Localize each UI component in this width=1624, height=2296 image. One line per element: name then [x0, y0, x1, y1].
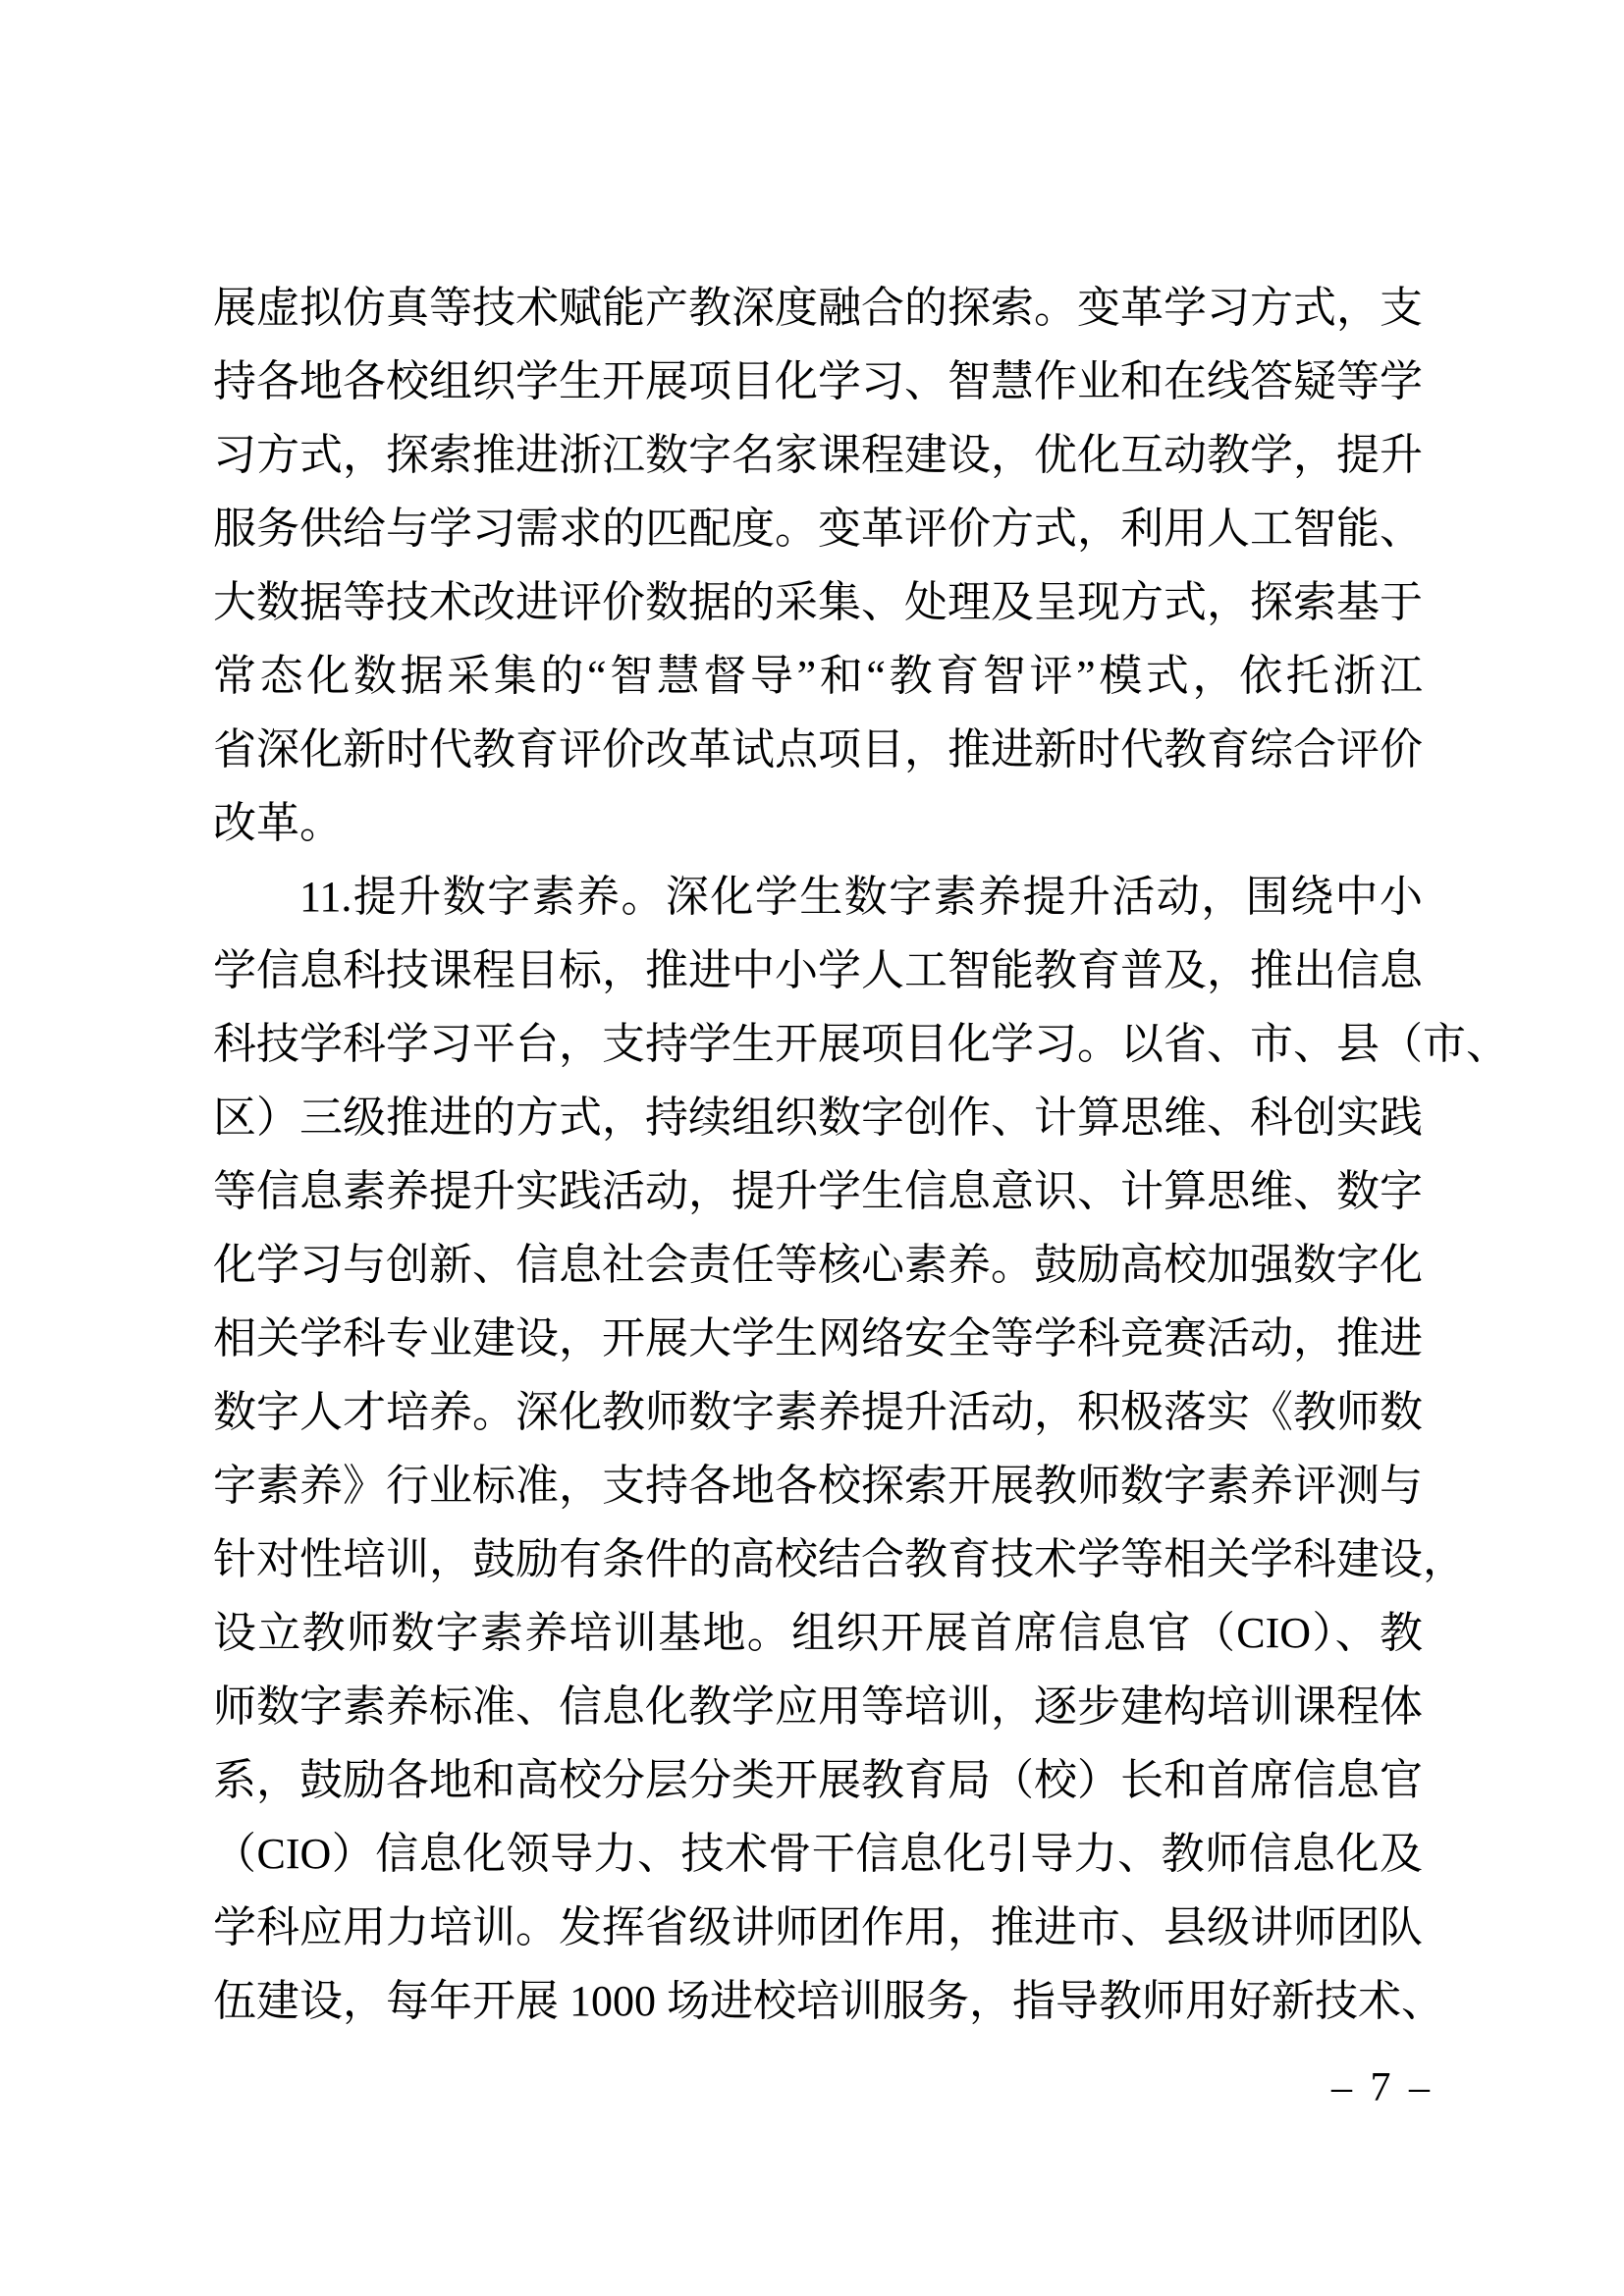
text-line: 11.提升数字素养。深化学生数字素养提升活动，围绕中小 [299, 873, 1423, 921]
text-line: 师数字素养标准、信息化教学应用等培训，逐步建构培训课程体 [213, 1682, 1423, 1731]
text-line: 区）三级推进的方式，持续组织数字创作、计算思维、科创实践 [213, 1094, 1423, 1142]
text-line: 相关学科专业建设，开展大学生网络安全等学科竞赛活动，推进 [213, 1314, 1423, 1362]
text-line: 改革。 [213, 799, 343, 847]
text-line: 大数据等技术改进评价数据的采集、处理及呈现方式，探索基于 [213, 578, 1423, 626]
text-line: 字素养》行业标准，支持各地各校探索开展教师数字素养评测与 [213, 1462, 1423, 1510]
text-line: 持各地各校组织学生开展项目化学习、智慧作业和在线答疑等学 [213, 357, 1423, 405]
text-line: 常态化数据采集的“智慧督导”和“教育智评”模式，依托浙江 [213, 652, 1423, 700]
text-line: 学科应用力培训。发挥省级讲师团作用，推进市、县级讲师团队 [213, 1903, 1423, 1951]
text-line: 针对性培训，鼓励有条件的高校结合教育技术学等相关学科建设， [213, 1535, 1466, 1583]
text-line: （CIO）信息化领导力、技术骨干信息化引导力、教师信息化及 [213, 1830, 1423, 1878]
document-body-text [213, 271, 1509, 2038]
text-line: 展虚拟仿真等技术赋能产教深度融合的探索。变革学习方式，支 [213, 284, 1423, 332]
text-line: 数字人才培养。深化教师数字素养提升活动，积极落实《教师数 [213, 1388, 1423, 1436]
text-line: 化学习与创新、信息社会责任等核心素养。鼓励高校加强数字化 [213, 1241, 1423, 1289]
text-line: 习方式，探索推进浙江数字名家课程建设，优化互动教学，提升 [213, 431, 1423, 479]
page-number: – 7 – [1331, 2065, 1434, 2110]
text-line: 省深化新时代教育评价改革试点项目，推进新时代教育综合评价 [213, 725, 1423, 774]
text-line: 伍建设，每年开展 1000 场进校培训服务，指导教师用好新技术、 [213, 1977, 1444, 2025]
text-line: 系，鼓励各地和高校分层分类开展教育局（校）长和首席信息官 [213, 1756, 1423, 1804]
text-line: 学信息科技课程目标，推进中小学人工智能教育普及，推出信息 [213, 946, 1423, 994]
text-line: 科技学科学习平台，支持学生开展项目化学习。以省、市、县（市、 [213, 1020, 1509, 1068]
text-line: 等信息素养提升实践活动，提升学生信息意识、计算思维、数字 [213, 1167, 1423, 1215]
text-line: 服务供给与学习需求的匹配度。变革评价方式，利用人工智能、 [213, 505, 1423, 553]
text-line: 设立教师数字素养培训基地。组织开展首席信息官（CIO）、教 [213, 1609, 1423, 1657]
